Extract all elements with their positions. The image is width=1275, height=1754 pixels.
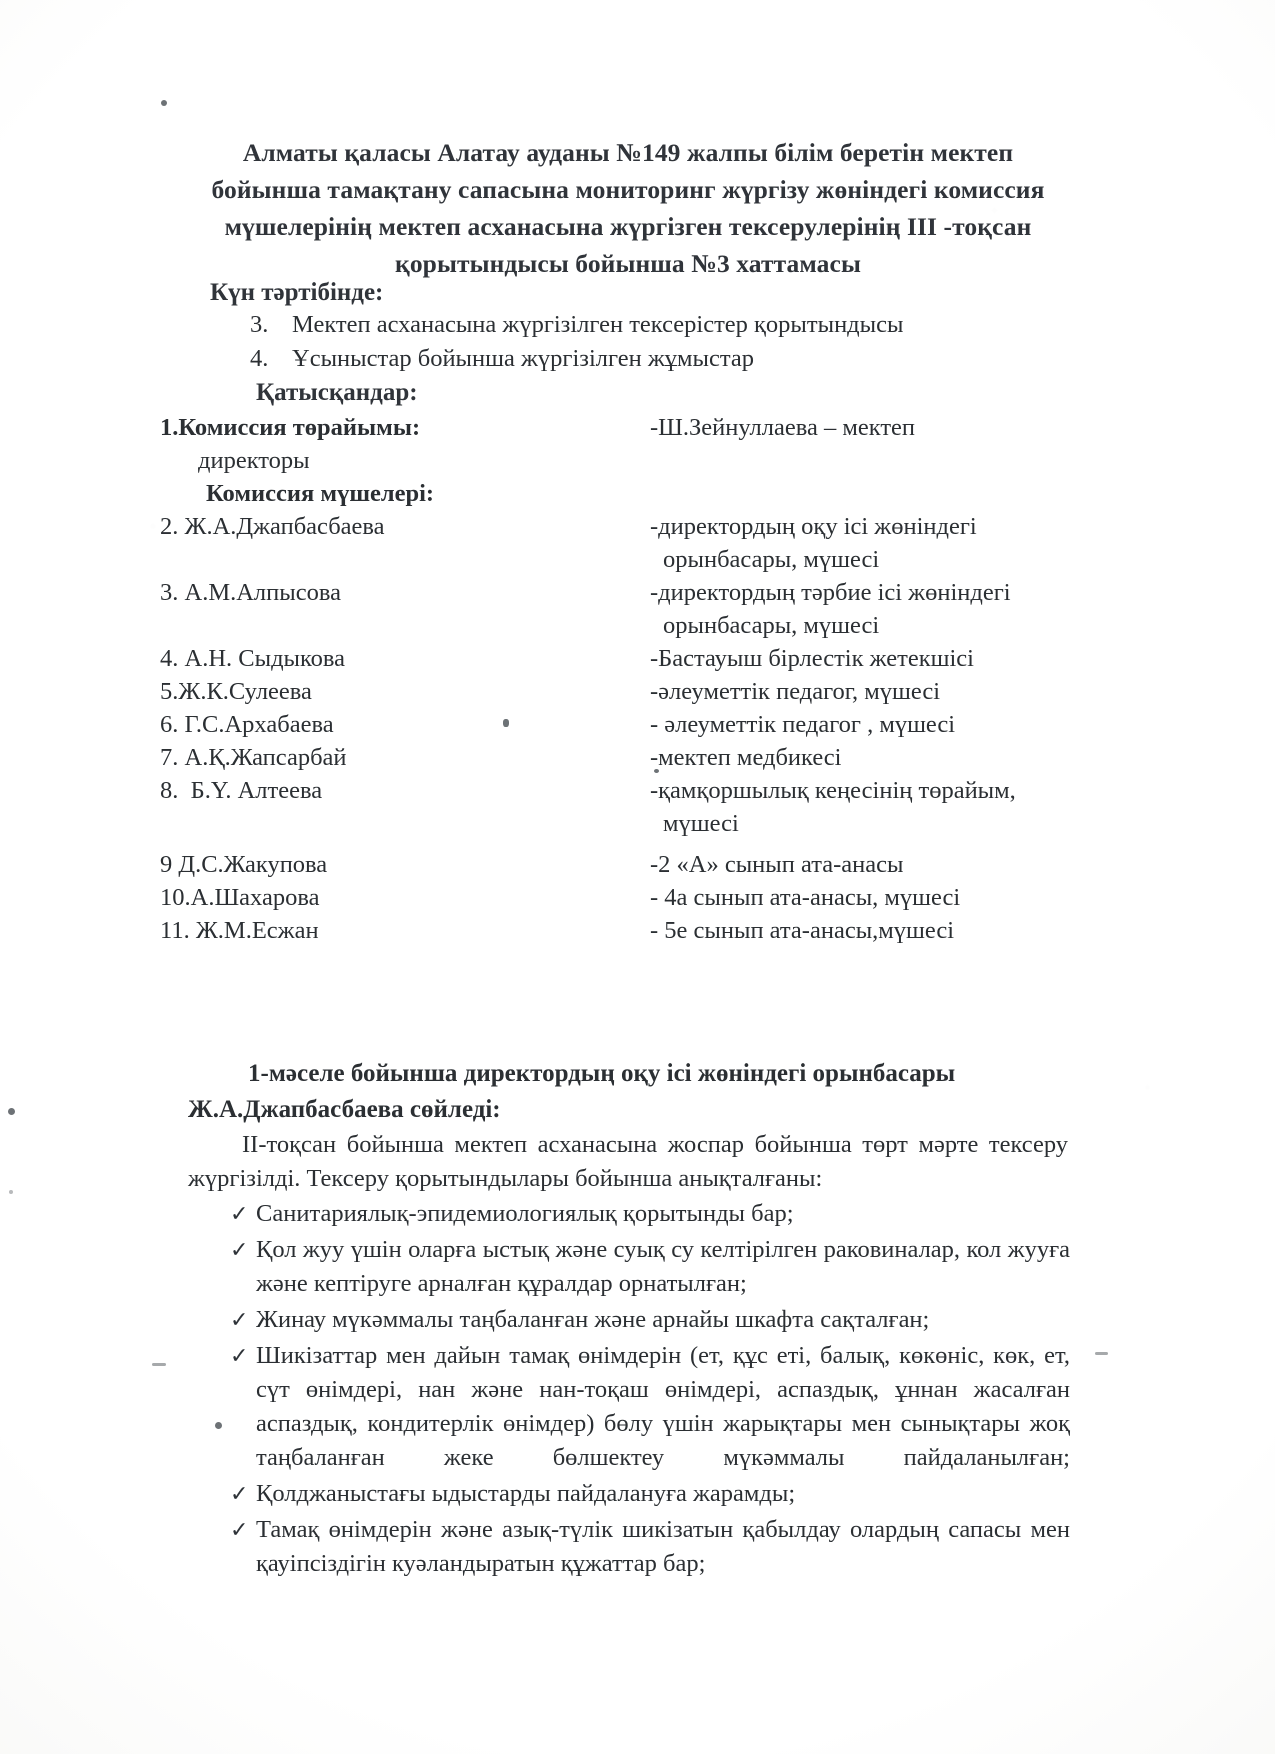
checklist-item [230,1477,1070,1511]
checklist-item-text: Шикізаттар мен дайын тамақ өнімдерін (ет, құс еті, балық, көкөніс, көк, ет, сүт өнімдері, нан және нан-тоқаш өнімдері, аспаздық, ұннан жасалған аспаздық, кондитерлік өнімдер) бөлу үшін жарықтары мен сынықтары жоқ таңбаланған жеке бөлшектеу мүкәммалы пайдаланылған; [256,1342,1070,1471]
member-role [490,774,1090,840]
member-role [490,510,1090,576]
scan-speck [161,100,167,106]
member-row [160,576,1090,642]
agenda-item-number: 3. [250,311,269,338]
members-label: Комиссия мүшелері: [206,480,435,507]
agenda-item-text: Мектеп асханасына жүргізілген тексерістер қорытындысы [292,311,904,338]
member-row [160,675,1090,708]
member-row [160,708,1090,741]
checklist-item-text: Қол жуу үшін оларға ыстық және суық су келтірілген раковиналар, кол жууға және кептіруге арналған құралдар орнатылған; [256,1236,1070,1297]
agenda-list [250,308,1050,376]
page-title [198,134,1058,282]
chair-row [160,411,1090,444]
scan-speck [1095,1352,1108,1355]
member-name: 2. Ж.А.Джапбасбаева [160,513,385,540]
checklist-item [230,1303,1070,1337]
member-row [160,642,1090,675]
speaker-heading [188,1056,1068,1128]
body-paragraph: II-тоқсан бойынша мектеп асханасына жоспар бойынша төрт мәрте тексеру жүргізілді. Тексеру қорытындылары бойынша анықталғаны: [188,1131,1068,1192]
title-line: қорытындысы бойынша №3 хаттамасы [395,249,861,278]
member-role-text: -директордың оқу ісі жөніндегі [650,513,977,540]
speaker-heading-line2: Ж.А.Джапбасбаева сөйледі: [188,1096,501,1123]
member-name: 8. Б.Y. Алтеева [160,777,323,804]
agenda-item-number: 4. [250,345,269,372]
agenda-item [250,308,1050,342]
member-role: -Бастауыш бірлестік жетекшісі [650,645,974,672]
check-icon: ✓ [230,1481,249,1506]
checklist-item [230,1513,1070,1581]
check-icon: ✓ [230,1237,249,1262]
member-row [160,741,1090,774]
chair-role-continuation-row [160,444,1090,477]
member-role-continuation: орынбасары, мүшесі [663,546,880,573]
member-name: 10.А.Шахарова [160,884,320,911]
members-label-row [160,477,1090,510]
member-role-continuation: мүшесі [663,810,739,837]
member-role-text: -қамқоршылық кеңесінің төрайым, [650,777,1016,804]
check-icon: ✓ [230,1517,249,1542]
row-spacer [160,840,1090,848]
checklist-item-text: Қолджаныстағы ыдыстарды пайдалануға жарамды; [256,1480,796,1507]
member-name: 7. А.Қ.Жапсарбай [160,744,347,771]
chair-role-continuation: директоры [198,447,310,474]
agenda-item-text: Ұсыныстар бойынша жүргізілген жұмыстар [292,345,754,372]
title-line: мүшелерінің мектеп асханасына жүргізген тексерулерінің III -тоқсан [224,212,1032,241]
title-line: бойынша тамақтану сапасына мониторинг жүргізу жөніндегі комиссия [211,175,1045,204]
member-name: 3. А.М.Алпысова [160,579,341,606]
member-role: - 5е сынып ата-анасы,мүшесі [650,917,955,944]
member-name: 6. Г.С.Архабаева [160,711,334,738]
scan-speck [8,1108,15,1115]
attendees-label: Қатысқандар: [256,379,418,406]
member-name: 11. Ж.М.Есжан [160,917,319,944]
member-role: -әлеуметтік педагог, мүшесі [650,678,941,705]
checklist-item-text: Санитариялық-эпидемиологиялық қорытынды бар; [256,1200,794,1227]
member-role [490,576,1090,642]
member-row [160,914,1090,947]
check-icon: ✓ [230,1343,249,1368]
member-name: 4. А.Н. Сыдыкова [160,645,346,672]
member-row [160,510,1090,576]
check-icon: ✓ [230,1307,249,1332]
scan-speck [9,1190,13,1194]
member-role: -2 «А» сынып ата-анасы [650,851,904,878]
agenda-label: Күн тәртібінде: [210,279,384,306]
member-role-continuation: орынбасары, мүшесі [663,612,880,639]
member-role: - әлеуметтік педагог , мүшесі [650,711,956,738]
title-line: Алматы қаласы Алатау ауданы №149 жалпы білім беретін мектеп [242,138,1014,167]
speaker-heading-line1: 1-мәселе бойынша директордың оқу ісі жөніндегі орынбасары [248,1060,956,1087]
member-name: 5.Ж.К.Сулеева [160,678,312,705]
checklist-item [230,1339,1070,1475]
member-role-text: -директордың тәрбие ісі жөніндегі [650,579,1011,606]
checklist-item [230,1233,1070,1301]
member-row [160,881,1090,914]
chair-role: -Ш.Зейнуллаева – мектеп [650,414,916,441]
checklist-item [230,1197,1070,1231]
agenda-item [250,342,1050,376]
participants-list [160,411,1090,947]
checklist-item-text: Жинау мүкәммалы таңбаланған және арнайы шкафта сақталған; [256,1306,930,1333]
member-row [160,848,1090,881]
member-role: -мектеп медбикесі [650,744,842,771]
member-name: 9 Д.С.Жакупова [160,851,328,878]
scan-speck [215,1422,222,1429]
scan-speck [152,1363,166,1366]
checklist-item-text: Тамақ өнімдерін және азық-түлік шикізатын қабылдау олардың сапасы мен қауіпсіздігін куәландыратын құжаттар бар; [256,1516,1070,1577]
findings-checklist [230,1197,1070,1583]
chair-label: 1.Комиссия төрайымы: [160,414,421,441]
check-icon: ✓ [230,1201,249,1226]
member-row [160,774,1090,840]
member-role: - 4а сынып ата-анасы, мүшесі [650,884,961,911]
